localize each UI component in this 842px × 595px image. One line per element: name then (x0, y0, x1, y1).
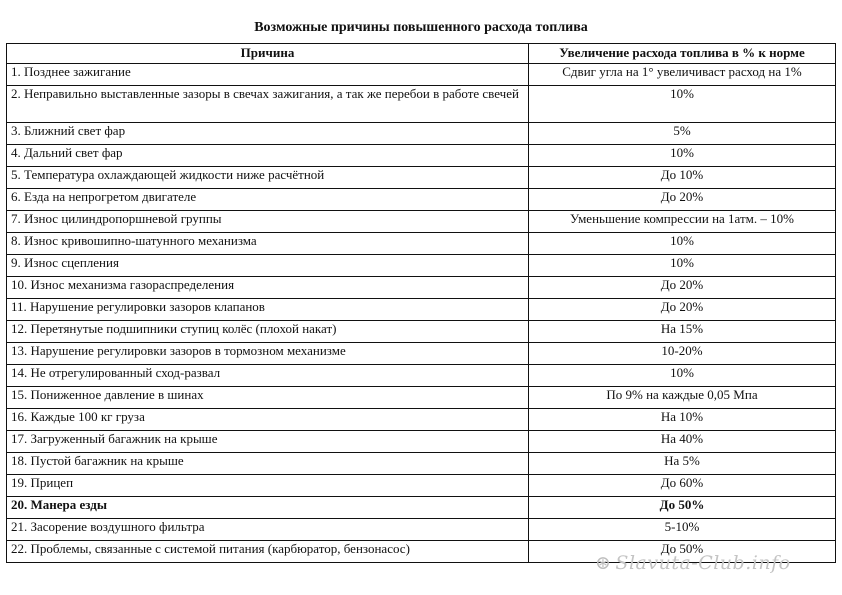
table-row (7, 365, 836, 387)
table-row (7, 277, 836, 299)
value-cell: До 20% (529, 277, 836, 299)
cause-cell: 20. Манера езды (7, 497, 529, 519)
table-row (7, 167, 836, 189)
cause-cell: 12. Перетянутые подшипники ступиц колёс (плохой накат) (7, 321, 529, 343)
value-cell: До 60% (529, 475, 836, 497)
value-cell: До 10% (529, 167, 836, 189)
table-row (7, 299, 836, 321)
value-cell: Уменьшение компрессии на 1атм. – 10% (529, 211, 836, 233)
table-row (7, 145, 836, 167)
value-cell: 10-20% (529, 343, 836, 365)
cause-cell: 8. Износ кривошипно-шатунного механизма (7, 233, 529, 255)
cause-cell: 5. Температура охлаждающей жидкости ниже расчётной (7, 167, 529, 189)
table-row (7, 409, 836, 431)
fuel-consumption-table (6, 43, 836, 563)
watermark (595, 552, 791, 574)
header-increase: Увеличение расхода топлива в % к норме (529, 44, 836, 64)
table-row (7, 64, 836, 86)
table-row (7, 497, 836, 519)
table-row (7, 343, 836, 365)
value-cell: Сдвиг угла на 1° увеличиваст расход на 1% (529, 64, 836, 86)
cause-cell: 13. Нарушение регулировки зазоров в тормозном механизме (7, 343, 529, 365)
cause-cell: 10. Износ механизма газораспределения (7, 277, 529, 299)
value-cell: 10% (529, 145, 836, 167)
cause-cell: 11. Нарушение регулировки зазоров клапанов (7, 299, 529, 321)
table-row (7, 475, 836, 497)
value-cell: До 50% (529, 541, 836, 563)
header-cause: Причина (7, 44, 529, 64)
value-cell: По 9% на каждые 0,05 Мпа (529, 387, 836, 409)
value-cell: 5% (529, 123, 836, 145)
table-header-row (7, 44, 836, 64)
cause-cell: 2. Неправильно выставленные зазоры в свечах зажигания, а так же перебои в работе свечей (7, 86, 529, 123)
cause-cell: 9. Износ сцепления (7, 255, 529, 277)
cause-cell: 15. Пониженное давление в шинах (7, 387, 529, 409)
value-cell: До 50% (529, 497, 836, 519)
cause-cell: 16. Каждые 100 кг груза (7, 409, 529, 431)
cause-cell: 18. Пустой багажник на крыше (7, 453, 529, 475)
table-row (7, 86, 836, 123)
table-row (7, 321, 836, 343)
value-cell: На 5% (529, 453, 836, 475)
table-row (7, 123, 836, 145)
cause-cell: 6. Езда на непрогретом двигателе (7, 189, 529, 211)
cause-cell: 7. Износ цилиндропоршневой группы (7, 211, 529, 233)
value-cell: На 10% (529, 409, 836, 431)
value-cell: 10% (529, 86, 836, 123)
cause-cell: 19. Прицеп (7, 475, 529, 497)
value-cell: На 15% (529, 321, 836, 343)
cause-cell: 17. Загруженный багажник на крыше (7, 431, 529, 453)
club-logo-icon: ⊛ (595, 552, 612, 574)
table-row (7, 233, 836, 255)
table-row (7, 453, 836, 475)
value-cell: До 20% (529, 189, 836, 211)
cause-cell: 4. Дальний свет фар (7, 145, 529, 167)
cause-cell: 1. Позднее зажигание (7, 64, 529, 86)
cause-cell: 14. Не отрегулированный сход-развал (7, 365, 529, 387)
value-cell: 10% (529, 233, 836, 255)
value-cell: 10% (529, 365, 836, 387)
cause-cell: 3. Ближний свет фар (7, 123, 529, 145)
value-cell: На 40% (529, 431, 836, 453)
table-row (7, 387, 836, 409)
value-cell: 10% (529, 255, 836, 277)
table-row (7, 519, 836, 541)
cause-cell: 22. Проблемы, связанные с системой питания (карбюратор, бензонасос) (7, 541, 529, 563)
cause-cell: 21. Засорение воздушного фильтра (7, 519, 529, 541)
table-row (7, 189, 836, 211)
watermark-text: Slavuta-Club.info (615, 552, 791, 574)
value-cell: До 20% (529, 299, 836, 321)
value-cell: 5-10% (529, 519, 836, 541)
table-row (7, 255, 836, 277)
table-row (7, 211, 836, 233)
page-title: Возможные причины повышенного расхода топлива (254, 20, 588, 35)
table-row (7, 431, 836, 453)
